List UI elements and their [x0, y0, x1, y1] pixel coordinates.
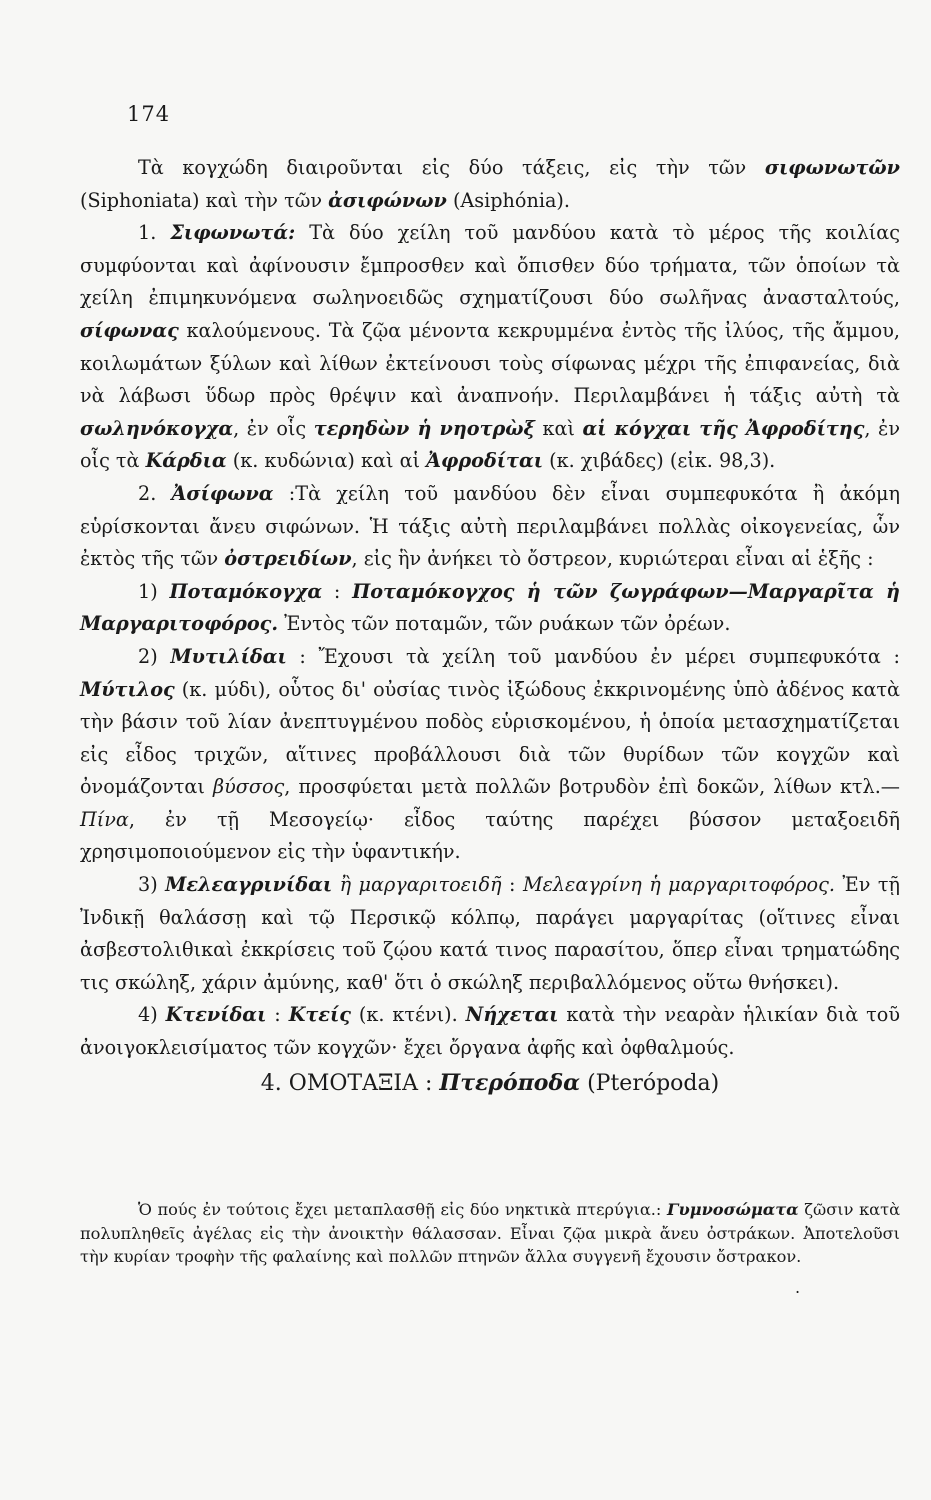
section-2-paragraph [80, 478, 900, 576]
family-3 [80, 869, 900, 999]
family-name: Ποταμόκογχα [169, 579, 323, 603]
family-2 [80, 641, 900, 869]
family-text: (κ. μύδι), οὗτος δι' οὐσίας τινὸς ἰξώδους ἐκκρινομένης ὑπὸ ἀδένος κατὰ τὴν βάσιν τοῦ λίαν ἀνεπτυγμένου ποδὸς εὑρισκομένου, ἡ ὁποία μετασχηματίζεται εἰς εἶδος τριχῶν, αἵτινες προβάλλουσι διὰ τῶν θυρίδων τῶν κογχῶν καὶ ὀνομάζονται [80, 677, 900, 799]
family-text [332, 873, 339, 896]
family-1 [80, 576, 900, 641]
section-title: Σιφωνωτά: [170, 221, 296, 245]
family-name: Κτενίδαι [165, 1003, 267, 1027]
section-text: , ἐν οἷς [233, 416, 314, 440]
section-text: (κ. κυδώνια) καὶ αἱ [226, 449, 427, 473]
section-text: (κ. χιβάδες) (εἰκ. 98,3). [543, 449, 776, 473]
order-name: Πτερόποδα [439, 1069, 581, 1096]
footnote [80, 1198, 900, 1269]
term: Νήχεται [465, 1003, 559, 1027]
section-text: , ἐν οἷς τὰ [80, 416, 901, 473]
term: Κτείς [288, 1003, 351, 1027]
family-text: Ἐν τῇ Ἰνδικῇ θαλάσσῃ καὶ τῷ Περσικῷ κόλπῳ, παράγει μαργαρίτας (οἵτινες εἶναι ἀσβεστολιθικαὶ ἐκκρίσεις τοῦ ζῴου κατά τινος παρασίτου, ὅπερ εἶναι τρηματώδης τις σκώληξ, χάριν ἀμύνης, καθ' ὅτι ὁ σκώληξ περιβαλλόμενος οὕτω θνήσκει). [80, 873, 900, 994]
term-asiphonia: ἀσιφώνων [328, 188, 447, 212]
intro-text: (Asiphónia). [446, 188, 570, 212]
main-text [80, 152, 900, 1104]
family-text: : Ἔχουσι τὰ χείλη τοῦ μανδύου ἐν μέρει συμπεφυκότα : [286, 644, 900, 668]
term: τερηδὼν ἡ νηοτρὼξ [313, 416, 535, 440]
intro-text: (Siphoniata) καὶ τὴν τῶν [80, 188, 329, 212]
term: Μελεαγρίνη ἡ μαργαριτοφόρος. [522, 873, 835, 897]
section-text: καὶ [534, 416, 583, 440]
term: αἱ κόγχαι τῆς Ἀφροδίτης [582, 416, 865, 440]
footnote-paragraph [80, 1198, 900, 1269]
family-name: Μυτιλίδαι [170, 644, 287, 668]
footnote-text: ζῶσιν κατὰ πολυπληθεῖς ἀγέλας εἰς τὴν ἀνοικτὴν θάλασσαν. Εἶναι ζῷα μικρὰ ἄνευ ὀστράκων. Ἀποτελοῦσι τὴν κυρίαν τροφὴν τῆς φαλαίνης καὶ πολλῶν πτηνῶν ἄλλα συγγενῆ ἔχουσιν ὄστρακον. [80, 1200, 901, 1267]
term: Πίνα [80, 807, 129, 831]
section-text: καλούμενους. Τὰ ζῷα μένοντα κεκρυμμένα ἐντὸς τῆς ἰλύος, τῆς ἄμμου, κοιλωμάτων ξύλων καὶ λίθων ἐκτείνουσι τοὺς σίφωνας μέχρι τῆς ἐπιφανείας, διὰ νὰ λάβωσι ὕδωρ πρὸς θρέψιν καὶ ἀναπνοήν. Περιλαμβάνει ἡ τάξις αὐτὴ τὰ [80, 318, 900, 408]
order-label: ΟΜΟΤΑΞΙΑ : [288, 1070, 433, 1096]
trailing-mark: . [795, 1278, 803, 1297]
section-1-paragraph [80, 217, 900, 478]
family-text: κατὰ τὴν νεαρὰν ἡλικίαν διὰ τοῦ ἀνοιγοκλεισίματος τῶν κογχῶν· ἔχει ὄργανα ἀφῆς καὶ ὀφθαλμούς. [80, 1003, 900, 1060]
section-title: Ἀσίφωνα [171, 481, 274, 505]
section-text: , εἰς ἣν ἀνήκει τὸ ὄστρεον, κυριώτεραι εἶναι αἱ ἑξῆς : [351, 547, 874, 571]
term: Κάρδια [145, 449, 227, 473]
family-text: , ἐν τῇ Μεσογείῳ· εἶδος ταύτης παρέχει βύσσον μεταξοειδῆ χρησιμοποιούμενον εἰς τὴν ὑφαντικήν. [80, 807, 900, 864]
section-number: 2. [138, 481, 157, 505]
family-text: , προσφύεται μετὰ πολλῶν βοτρυδὸν ἐπὶ δοκῶν, λίθων κτλ.— [284, 775, 900, 799]
family-text: : [322, 579, 353, 603]
order-heading [80, 1067, 900, 1101]
term: ὀστρειδίων [224, 547, 352, 571]
term: σίφωνας [80, 318, 179, 342]
section-number: 1. [138, 221, 157, 245]
term: σωληνόκογχα [80, 416, 234, 440]
intro-text: Τὰ κογχώδη διαιροῦνται εἰς δύο τάξεις, εἰς τὴν τῶν [138, 156, 765, 179]
family-number: 3) [138, 873, 158, 897]
intro-paragraph [80, 152, 900, 217]
footnote-text: Ὁ πούς ἐν τούτοις ἔχει μεταπλασθῇ εἰς δύο νηκτικὰ πτερύγια.: [138, 1200, 667, 1219]
family-text: (κ. κτένι). [350, 1003, 466, 1027]
term: ἢ μαργαριτοειδῆ [339, 873, 502, 897]
family-4 [80, 999, 900, 1064]
family-text: : [266, 1003, 289, 1027]
family-text: : [501, 873, 523, 897]
order-latin: (Pterópoda) [587, 1070, 720, 1096]
family-text: Ἐντὸς τῶν ποταμῶν, τῶν ρυάκων τῶν ὀρέων. [278, 612, 731, 636]
term-siphoniata: σιφωνωτῶν [764, 156, 900, 179]
order-number: 4. [260, 1070, 282, 1096]
term: βύσσος [213, 775, 285, 799]
section-text: :Τὰ χείλη τοῦ μανδύου δὲν εἶναι συμπεφυκότα ἢ ἀκόμη εὑρίσκονται ἄνευ σιφώνων. Ἡ τάξις αὐτὴ περιλαμβάνει πολλὰς οἰκογενείας, ὧν ἐκτὸς τῆς τῶν [80, 481, 900, 571]
family-number: 4) [138, 1003, 158, 1027]
term: Μύτιλος [80, 677, 175, 701]
term: Γυμνοσώματα [667, 1200, 799, 1219]
family-number: 2) [138, 644, 158, 668]
family-number: 1) [138, 579, 158, 603]
page-number: 174 [127, 102, 171, 126]
term: Ποταμόκογχος ἡ τῶν ζωγράφων—Μαργαρῖτα ἡ Μαργαριτοφόρος. [80, 579, 900, 636]
section-text: Τὰ δύο χείλη τοῦ μανδύου κατὰ τὸ μέρος τῆς κοιλίας συμφύονται καὶ ἀφίνουσιν ἔμπροσθεν καὶ ὄπισθεν δύο τρήματα, τῶν ὁποίων τὰ χείλη ἐπιμηκυνόμενα σωληνοειδῶς σχηματίζουσι δύο σωλῆνας ἀνασταλτούς, [80, 221, 900, 310]
family-name: Μελεαγρινίδαι [165, 873, 333, 897]
term: Ἀφροδίται [426, 449, 544, 473]
